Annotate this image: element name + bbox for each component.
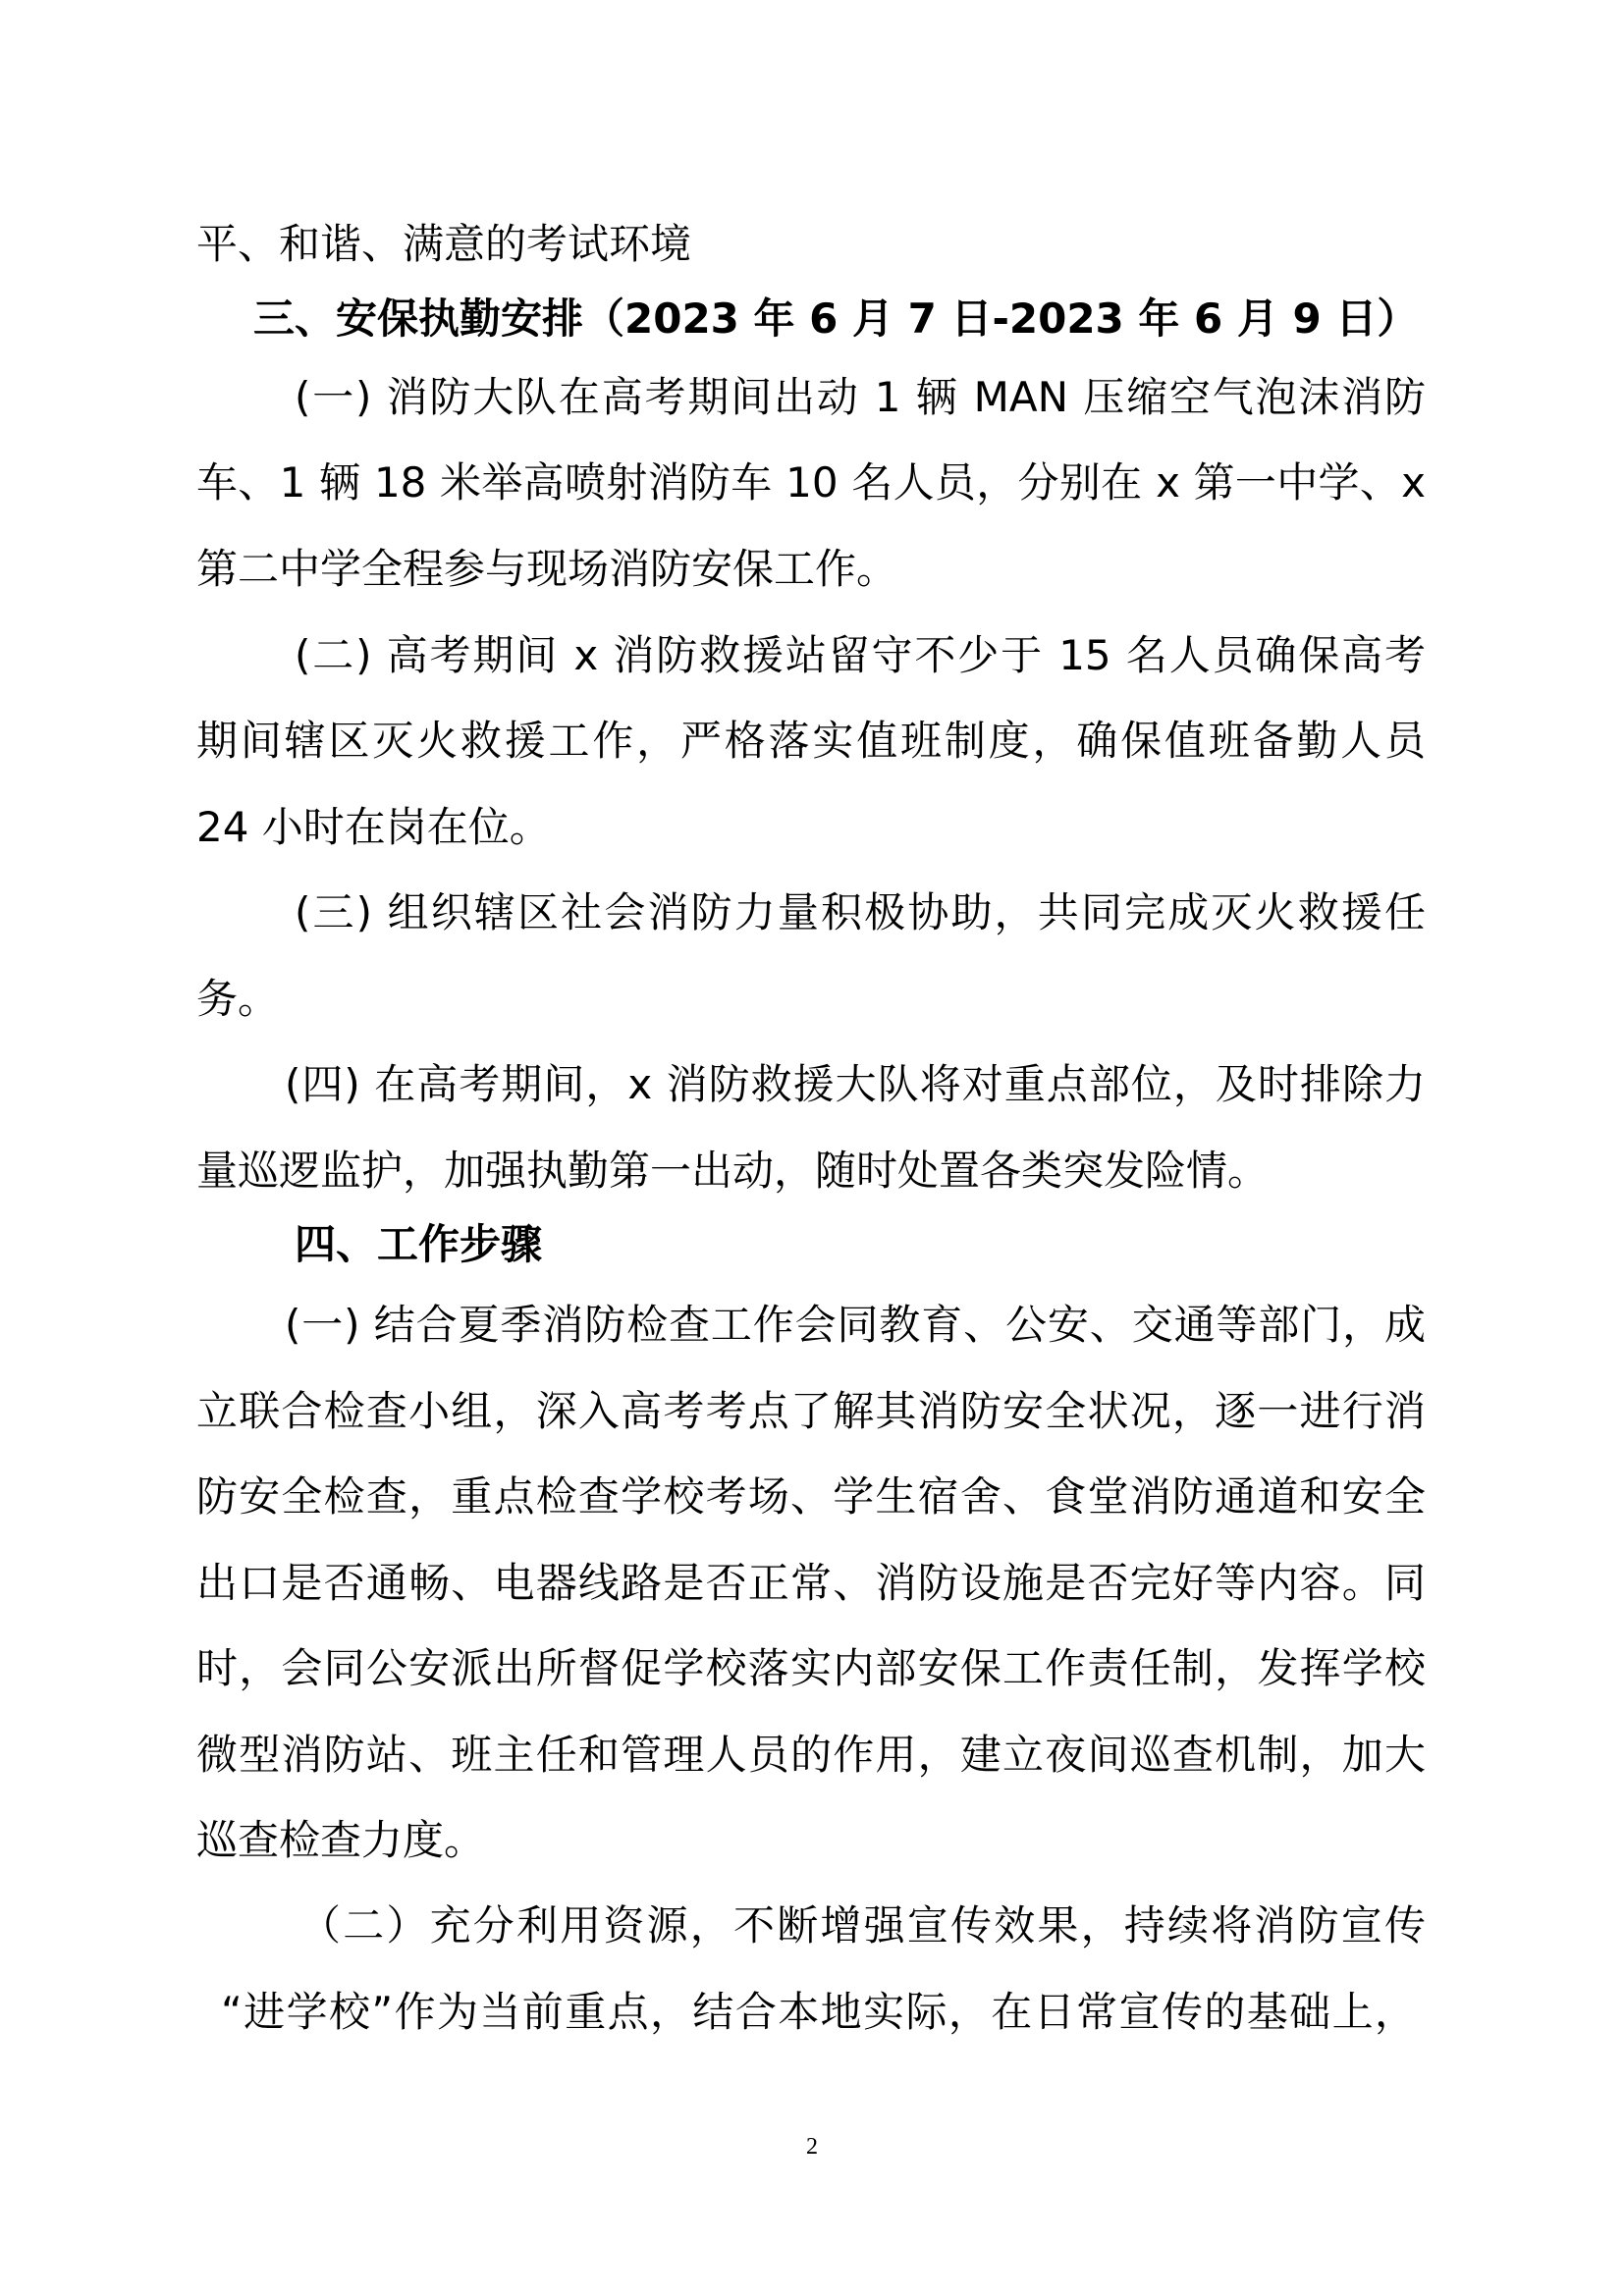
paragraph-3-3-line-1: (三) 组织辖区社会消防力量积极协助，共同完成灭火救援任 xyxy=(295,888,1426,936)
paragraph-4-2-line-2: “进学校”作为当前重点，结合本地实际，在日常宣传的基础上， xyxy=(221,1988,1416,2036)
paragraph-line-continuation: 平、和谐、满意的考试环境 xyxy=(196,220,692,268)
paragraph-4-1-line-6: 微型消防站、班主任和管理人员的作用，建立夜间巡查机制，加大 xyxy=(196,1731,1426,1779)
section-heading-work-steps: 四、工作步骤 xyxy=(295,1220,543,1268)
paragraph-3-4-line-1: (四) 在高考期间，x 消防救援大队将对重点部位，及时排除力 xyxy=(285,1060,1426,1108)
paragraph-3-1-line-3: 第二中学全程参与现场消防安保工作。 xyxy=(196,545,898,593)
paragraph-3-2-line-1: (二) 高考期间 x 消防救援站留守不少于 15 名人员确保高考 xyxy=(295,631,1426,679)
paragraph-3-2-line-3: 24 小时在岗在位。 xyxy=(196,803,551,851)
page-number: 2 xyxy=(806,2134,818,2160)
paragraph-4-1-line-5: 时，会同公安派出所督促学校落实内部安保工作责任制，发挥学校 xyxy=(196,1644,1426,1692)
paragraph-3-1-line-2: 车、1 辆 18 米举高喷射消防车 10 名人员，分别在 x 第一中学、x xyxy=(196,458,1426,507)
paragraph-4-1-line-1: (一) 结合夏季消防检查工作会同教育、公安、交通等部门，成 xyxy=(285,1301,1426,1349)
paragraph-3-2-line-2: 期间辖区灭火救援工作，严格落实值班制度，确保值班备勤人员 xyxy=(196,717,1426,765)
paragraph-4-1-line-2: 立联合检查小组，深入高考考点了解其消防安全状况，逐一进行消 xyxy=(196,1387,1426,1435)
paragraph-4-1-line-7: 巡查检查力度。 xyxy=(196,1816,486,1864)
section-heading-security-duty: 三、安保执勤安排（2023 年 6 月 7 日-2023 年 6 月 9 日） xyxy=(253,294,1419,343)
paragraph-3-3-line-2: 务。 xyxy=(196,975,280,1023)
paragraph-4-1-line-4: 出口是否通畅、电器线路是否正常、消防设施是否完好等内容。同 xyxy=(196,1559,1426,1607)
paragraph-3-1-line-1: (一) 消防大队在高考期间出动 1 辆 MAN 压缩空气泡沫消防 xyxy=(295,373,1426,421)
paragraph-3-4-line-2: 量巡逻监护，加强执勤第一出动，随时处置各类突发险情。 xyxy=(196,1147,1270,1195)
paragraph-4-1-line-3: 防安全检查，重点检查学校考场、学生宿舍、食堂消防通道和安全 xyxy=(196,1472,1426,1521)
paragraph-4-2-line-1: （二）充分利用资源，不断增强宣传效果，持续将消防宣传 xyxy=(299,1901,1426,1949)
